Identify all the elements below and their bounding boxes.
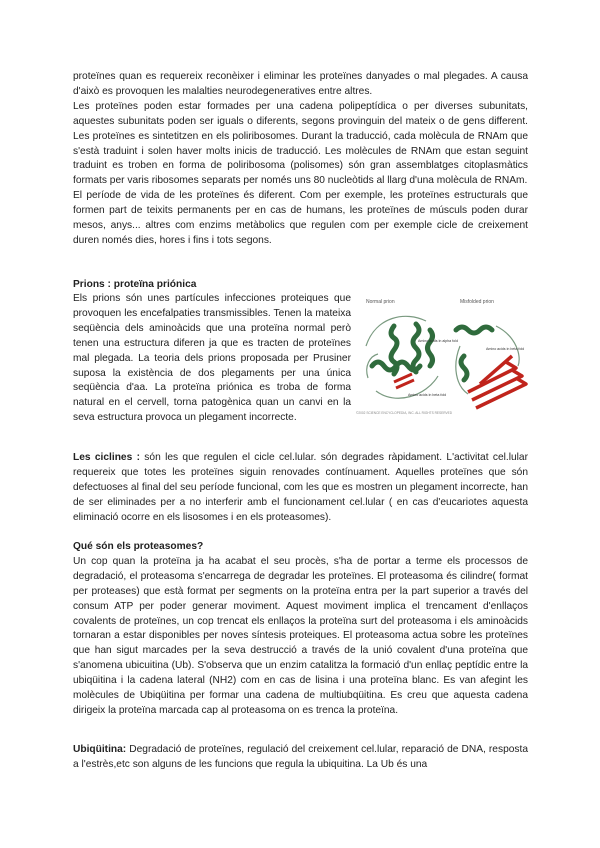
- section-title-prions: Prions : proteïna priónica: [73, 279, 197, 290]
- ubiquitina-paragraph: [73, 743, 528, 773]
- prions-paragraph: Els prions són unes partícules infecciones proteiques que provoquen les encefalpaties transmissibles. Tenen la mateixa seqüència dels aminoàcids que una proteïna normal però tenen una estructura diferen ja que es tracten de proteïnes mal plegada. La teoria dels prions proposada per Prusiner suposa la existència de dos plegaments per una única seqüència d'aa. La proteïna priónica es troba de forma natural en el cervell, torna patogènica quan un canvi en la seva estructura provoca un plegament incorrecte.: [73, 293, 351, 424]
- label-normal-prion: Normal prion: [366, 299, 395, 305]
- ubiquitina-heading: Ubiqüitina:: [73, 744, 127, 755]
- section-title-proteasomes: Qué són els proteasomes?: [73, 541, 204, 552]
- paragraph: Les proteïnes poden estar formades per una cadena polipeptídica o per diverses subunitats, aquestes subunitats poden ser iguals o diferents, segons provinguin del mateix o de gens different. Les proteïnes es sintetitzen en els poliribosomes. Durant la traducció, cada molècula de RNAm que s'està traduint i solen haver molts inicis de traducció. Les molècules de RNAm que estan seguint traduint es troben en forma de poliribosoma (polisomes) són gran assemblatges citoplasmàtics formats per varis ribosomes separats per només uns 80 nucleòtids al llarg d'una molècula de RNAm.: [73, 100, 528, 187]
- ciclines-text: són les que regulen el cicle cel.lular. són degrades ràpidament. L'activitat cel.lular requereix que totes les proteïnes siguin renovades contínuament. Aquelles proteïnes que són defectuoses al final del seu període funcional, com les que es mostren un plegament incorrecte, han de ser eliminades per a no interferir amb el funcionament cel.lular ( en cas d'eucariotes aquesta eliminació ocorre en els lisosomes i en els proteasomes).: [73, 452, 528, 523]
- annotation-beta-left: Amino acids in beta fold: [408, 393, 447, 397]
- normal-prion-helices: [372, 324, 433, 374]
- misfolded-prion-helices: [456, 327, 492, 380]
- prion-figure: [356, 296, 531, 420]
- annotation-alpha: Amino acids in alpha fold: [418, 339, 458, 343]
- normal-prion-beta: [394, 374, 414, 388]
- proteasomes-paragraph: Un cop quan la proteïna ja ha acabat el seu procès, s'ha de portar a terme els processos de degradació, el proteasoma s'encarrega de degradar les proteïnes. El proteasoma és cilindre( format per proteases) que està format per segments on la proteïna entra per la part superior a través del consum ATP per poder generar moviment. Aquest moviment implica el trencament d'enllaços covalents de proteïnes, un cop trencat els enllaços la proteïna surt del proteasoma i els aminoàcids tornaran a estar disponibles per noves síntesis proteiques. El proteasoma actua sobre les proteïnes que han sigut marcades per la seva destrucció a través de la unió covalent d'una proteïna que s'anomena ubicuitina (Ub). S'observa que un enzim catalitza la formació d'un enllaç peptídic entre la ubiqüitina i la cadena lateral (NH2) com en cas de lisina i una proteïna blanc. Es van afegint les molècules de Ubiqüitina per formar una cadena de multiubqüitina. Es creu que aquesta cadena dirigeix la proteïna marcada cap al proteasoma on es trenca la proteïna.: [73, 555, 528, 716]
- proteasomes-section: [73, 540, 528, 719]
- label-misfolded-prion: Misfolded prion: [460, 299, 494, 305]
- prion-structure-image: [356, 296, 531, 420]
- misfolded-prion-sheets: [468, 356, 526, 408]
- paragraph: El període de vida de les proteïnes és diferent. Com per exemple, les proteïnes estructurals que formen part de teixits permanents per en cas de humans, les proteïnes de músculs poden durar mesos, anys... altres com enzims metàbolics que regulen com per exemple cicle de creixement duren només dies, hores i fins i tots segons.: [73, 190, 528, 246]
- ubiquitina-text: Degradació de proteïnes, regulació del creixement cel.lular, reparació de DNA, resposta a l'estrès,etc son alguns de les funcions que regula la ubiquitina. La Ub és una: [73, 744, 528, 770]
- annotation-beta-right: Amino acids in beta fold: [486, 347, 525, 351]
- ciclines-heading: Les ciclines :: [73, 452, 140, 463]
- paragraph: proteïnes quan es requereix reconèixer i eliminar les proteïnes danyades o mal plegades. A causa d'això es provoquen les malalties neurodegeneratives entre altres.: [73, 71, 528, 97]
- intro-text: [73, 70, 528, 249]
- figure-caption: ©2002 SCIENCE ENCYCLOPEDIA, INC. ALL RIGHTS RESERVED: [356, 411, 453, 415]
- ciclines-paragraph: [73, 451, 528, 526]
